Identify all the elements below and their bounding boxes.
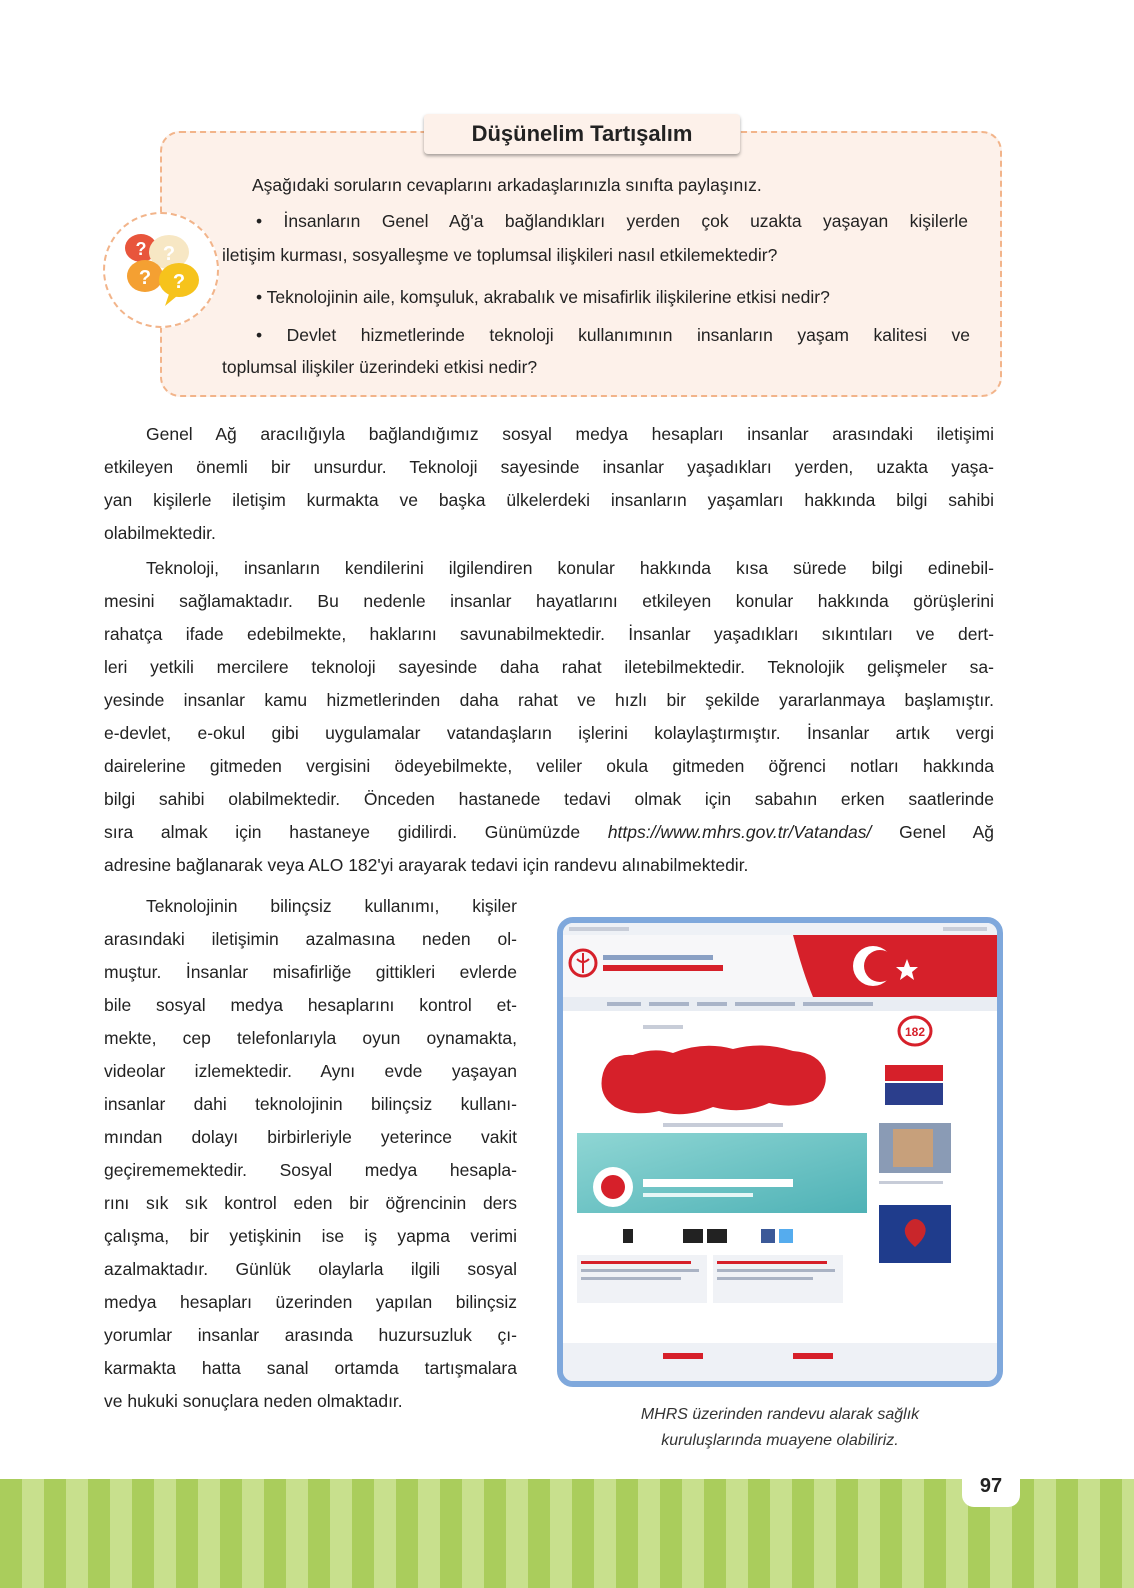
p1-line: olabilmektedir. xyxy=(104,523,216,543)
qmark-2: ? xyxy=(162,243,176,265)
caption-line-2: kuruluşlarında muayene olabiliriz. xyxy=(661,1432,899,1449)
mhrs-url-link[interactable]: https://www.mhrs.gov.tr/Vatandas/ xyxy=(607,822,872,842)
discussion-q1-line1: • İnsanların Genel Ağ'a bağlandıkları yerden çok uzakta yaşayan kişilerle xyxy=(256,211,968,231)
p3-line: geçirememektedir. Sosyal medya hesapla- xyxy=(104,1160,517,1180)
figure-caption xyxy=(557,1402,1003,1454)
p3-line: yorumlar insanlar arasında huzursuzluk çı- xyxy=(104,1325,517,1345)
p2-line: yesinde insanlar kamu hizmetlerinden daha rahat ve hızlı bir şekilde yararlanmaya başlamıştır. xyxy=(104,690,994,710)
p1-line: etkileyen önemli bir unsurdur. Teknoloji sayesinde insanlar yaşadıkları yerden, uzakta yaşa- xyxy=(104,457,994,477)
mhrs-screenshot xyxy=(557,917,1003,1387)
p3-line: Teknolojinin bilinçsiz kullanımı, kişiler xyxy=(146,896,517,916)
caption-line-1: MHRS üzerinden randevu alarak sağlık xyxy=(640,1406,920,1423)
page-number: 97 xyxy=(962,1465,1020,1507)
p2-line: mesini sağlamaktadır. Bu nedenle insanlar hayatlarını etkileyen konular hakkında görüşlerini xyxy=(104,591,994,611)
p2-url-suffix: Genel Ağ xyxy=(871,822,994,842)
p2-url-line xyxy=(104,816,994,849)
p1-line: yan kişilerle iletişim kurmakta ve başka ülkelerdeki insanların yaşamları hakkında bilgi sahibi xyxy=(104,490,994,510)
p2-line: rahatça ifade edebilmekte, haklarını savunabilmektedir. İnsanlar yaşadıkları sıkıntıları ve dert- xyxy=(104,624,994,644)
p2-line: dairelerine gitmeden vergisini ödeyebilmekte, veliler okula gitmeden öğrenci notları hakkında xyxy=(104,756,994,776)
p3-line: insanlar dahi teknolojinin bilinçsiz kullanı- xyxy=(104,1094,517,1114)
discussion-q3-line2: toplumsal ilişkiler üzerindeki etkisi nedir? xyxy=(222,357,538,377)
p2-line: adresine bağlanarak veya ALO 182'yi arayarak tedavi için randevu alınabilmektedir. xyxy=(104,855,749,875)
badge-182-text: 182 xyxy=(904,1025,926,1039)
discussion-q3-line1: • Devlet hizmetlerinde teknoloji kullanımının insanların yaşam kalitesi ve xyxy=(256,325,970,345)
p3-line: ve hukuki sonuçlara neden olmaktadır. xyxy=(104,1391,403,1411)
p1-line: Genel Ağ aracılığıyla bağlandığımız sosyal medya hesapları insanlar arasındaki iletişimi xyxy=(146,424,994,444)
p3-line: bile sosyal medya hesaplarını kontrol et- xyxy=(104,995,517,1015)
paragraph-3 xyxy=(104,890,517,1418)
p3-line: azalmaktadır. Günlük olaylarla ilgili sosyal xyxy=(104,1259,517,1279)
discussion-q1-line2: iletişim kurması, sosyalleşme ve toplumsal ilişkileri nasıl etkilemektedir? xyxy=(222,245,778,265)
p2-line: Teknoloji, insanların kendilerini ilgilendiren konular hakkında kısa sürede bilgi edinebil- xyxy=(146,558,994,578)
flag-banner xyxy=(793,935,997,997)
p3-line: karmakta hatta sanal ortamda tartışmalara xyxy=(104,1358,517,1378)
paragraph-1 xyxy=(104,418,994,550)
p2-line: bilgi sahibi olabilmektedir. Önceden hastanede tedavi olmak için sabahın erken saatlerinde xyxy=(104,789,994,809)
badge-182 xyxy=(899,1017,931,1045)
p2-line: e-devlet, e-okul gibi uygulamalar vatandaşların işlerini kolaylaştırmıştır. İnsanlar artık vergi xyxy=(104,723,994,743)
qmark-1: ? xyxy=(135,239,147,259)
p3-line: muştur. İnsanlar misafirliğe gittikleri evlerde xyxy=(104,962,517,982)
qmark-4: ? xyxy=(172,271,186,293)
question-bubbles-icon xyxy=(103,212,219,328)
p2-url-prefix: sıra almak için hastaneye gidilirdi. Günümüzde xyxy=(104,822,608,842)
p3-line: mından dolayı birbirleriyle yeterince vakit xyxy=(104,1127,517,1147)
turkey-map xyxy=(602,1045,826,1114)
p3-line: medya hesapları üzerinden yapılan bilinçsiz xyxy=(104,1292,517,1312)
qmark-3: ? xyxy=(138,267,152,289)
p3-line: videolar izlemektedir. Aynı evde yaşayan xyxy=(104,1061,517,1081)
p2-line: leri yetkili mercilere teknoloji sayesinde daha rahat iletebilmektedir. Teknolojik gelişmeler sa- xyxy=(104,657,994,677)
discussion-q2: • Teknolojinin aile, komşuluk, akrabalık ve misafirlik ilişkilerine etkisi nedir? xyxy=(256,287,830,307)
paragraph-2 xyxy=(104,552,994,882)
p3-line: mekte, cep telefonlarıyla oyun oynamakta, xyxy=(104,1028,517,1048)
p3-line: rını sık sık kontrol eden bir öğrencinin ders xyxy=(104,1193,517,1213)
discussion-intro: Aşağıdaki soruların cevaplarını arkadaşlarınızla sınıfta paylaşınız. xyxy=(252,175,762,195)
p3-line: arasındaki iletişimin azalmasına neden ol- xyxy=(104,929,517,949)
p3-line: çalışma, bir yetişkinin ise iş yapma verimi xyxy=(104,1226,517,1246)
discussion-title: Düşünelim Tartışalım xyxy=(424,114,740,154)
